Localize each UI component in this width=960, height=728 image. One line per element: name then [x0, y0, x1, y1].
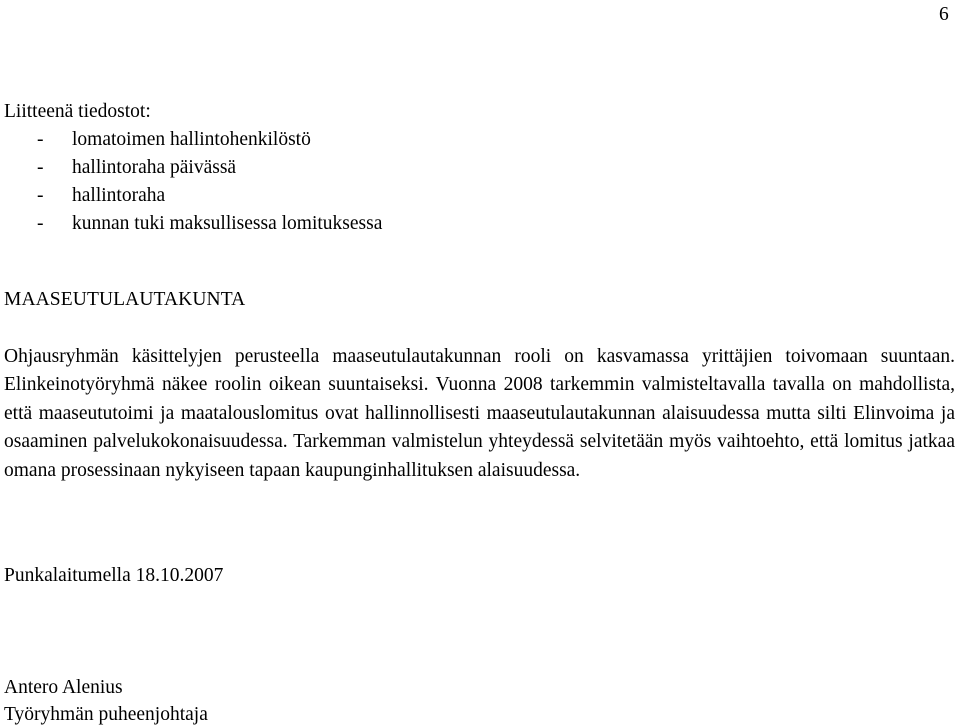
- page-number: 6: [939, 4, 949, 25]
- attachment-item: [4, 126, 382, 154]
- attachment-label: hallintoraha: [72, 185, 166, 206]
- attachment-label: lomatoimen hallintohenkilöstö: [72, 129, 311, 150]
- section-heading: MAASEUTULAUTAKUNTA: [4, 289, 246, 310]
- place-date: Punkalaitumella 18.10.2007: [4, 565, 224, 586]
- attachment-bullet: -: [37, 185, 44, 206]
- attachments-title: Liitteenä tiedostot:: [4, 101, 151, 122]
- attachment-bullet: -: [37, 157, 44, 178]
- attachment-item: [4, 210, 382, 238]
- signatory-name: Antero Alenius: [4, 677, 123, 698]
- signatory-title: Työryhmän puheenjohtaja: [4, 704, 208, 725]
- body-paragraph: Ohjausryhmän käsittelyjen perusteella maaseutulautakunnan rooli on kasvamassa yrittäjien toivomaan suuntaan. Elinkeinotyöryhmä näkee roolin oikean suuntaiseksi. Vuonna 2008 tarkemmin valmisteltavalla tavalla on mahdollista, että maaseututoimi ja maatalouslomitus ovat hallinnollisesti maaseutulautakunnan alaisuudessa mutta silti Elinvoima ja osaaminen palvelukokonaisuudessa. Tarkemman valmistelun yhteydessä selvitetään myös vaihtoehto, että lomitus jatkaa omana prosessinaan nykyiseen tapaan kaupunginhallituksen alaisuudessa.: [4, 346, 955, 481]
- attachments-section: [4, 98, 382, 238]
- signature-block: [4, 674, 208, 728]
- attachment-item: [4, 154, 382, 182]
- attachment-label: kunnan tuki maksullisessa lomituksessa: [72, 213, 383, 234]
- attachment-bullet: -: [37, 213, 44, 234]
- attachment-bullet: -: [37, 129, 44, 150]
- attachment-list: [4, 126, 382, 238]
- attachment-item: [4, 182, 382, 210]
- attachment-label: hallintoraha päivässä: [72, 157, 237, 178]
